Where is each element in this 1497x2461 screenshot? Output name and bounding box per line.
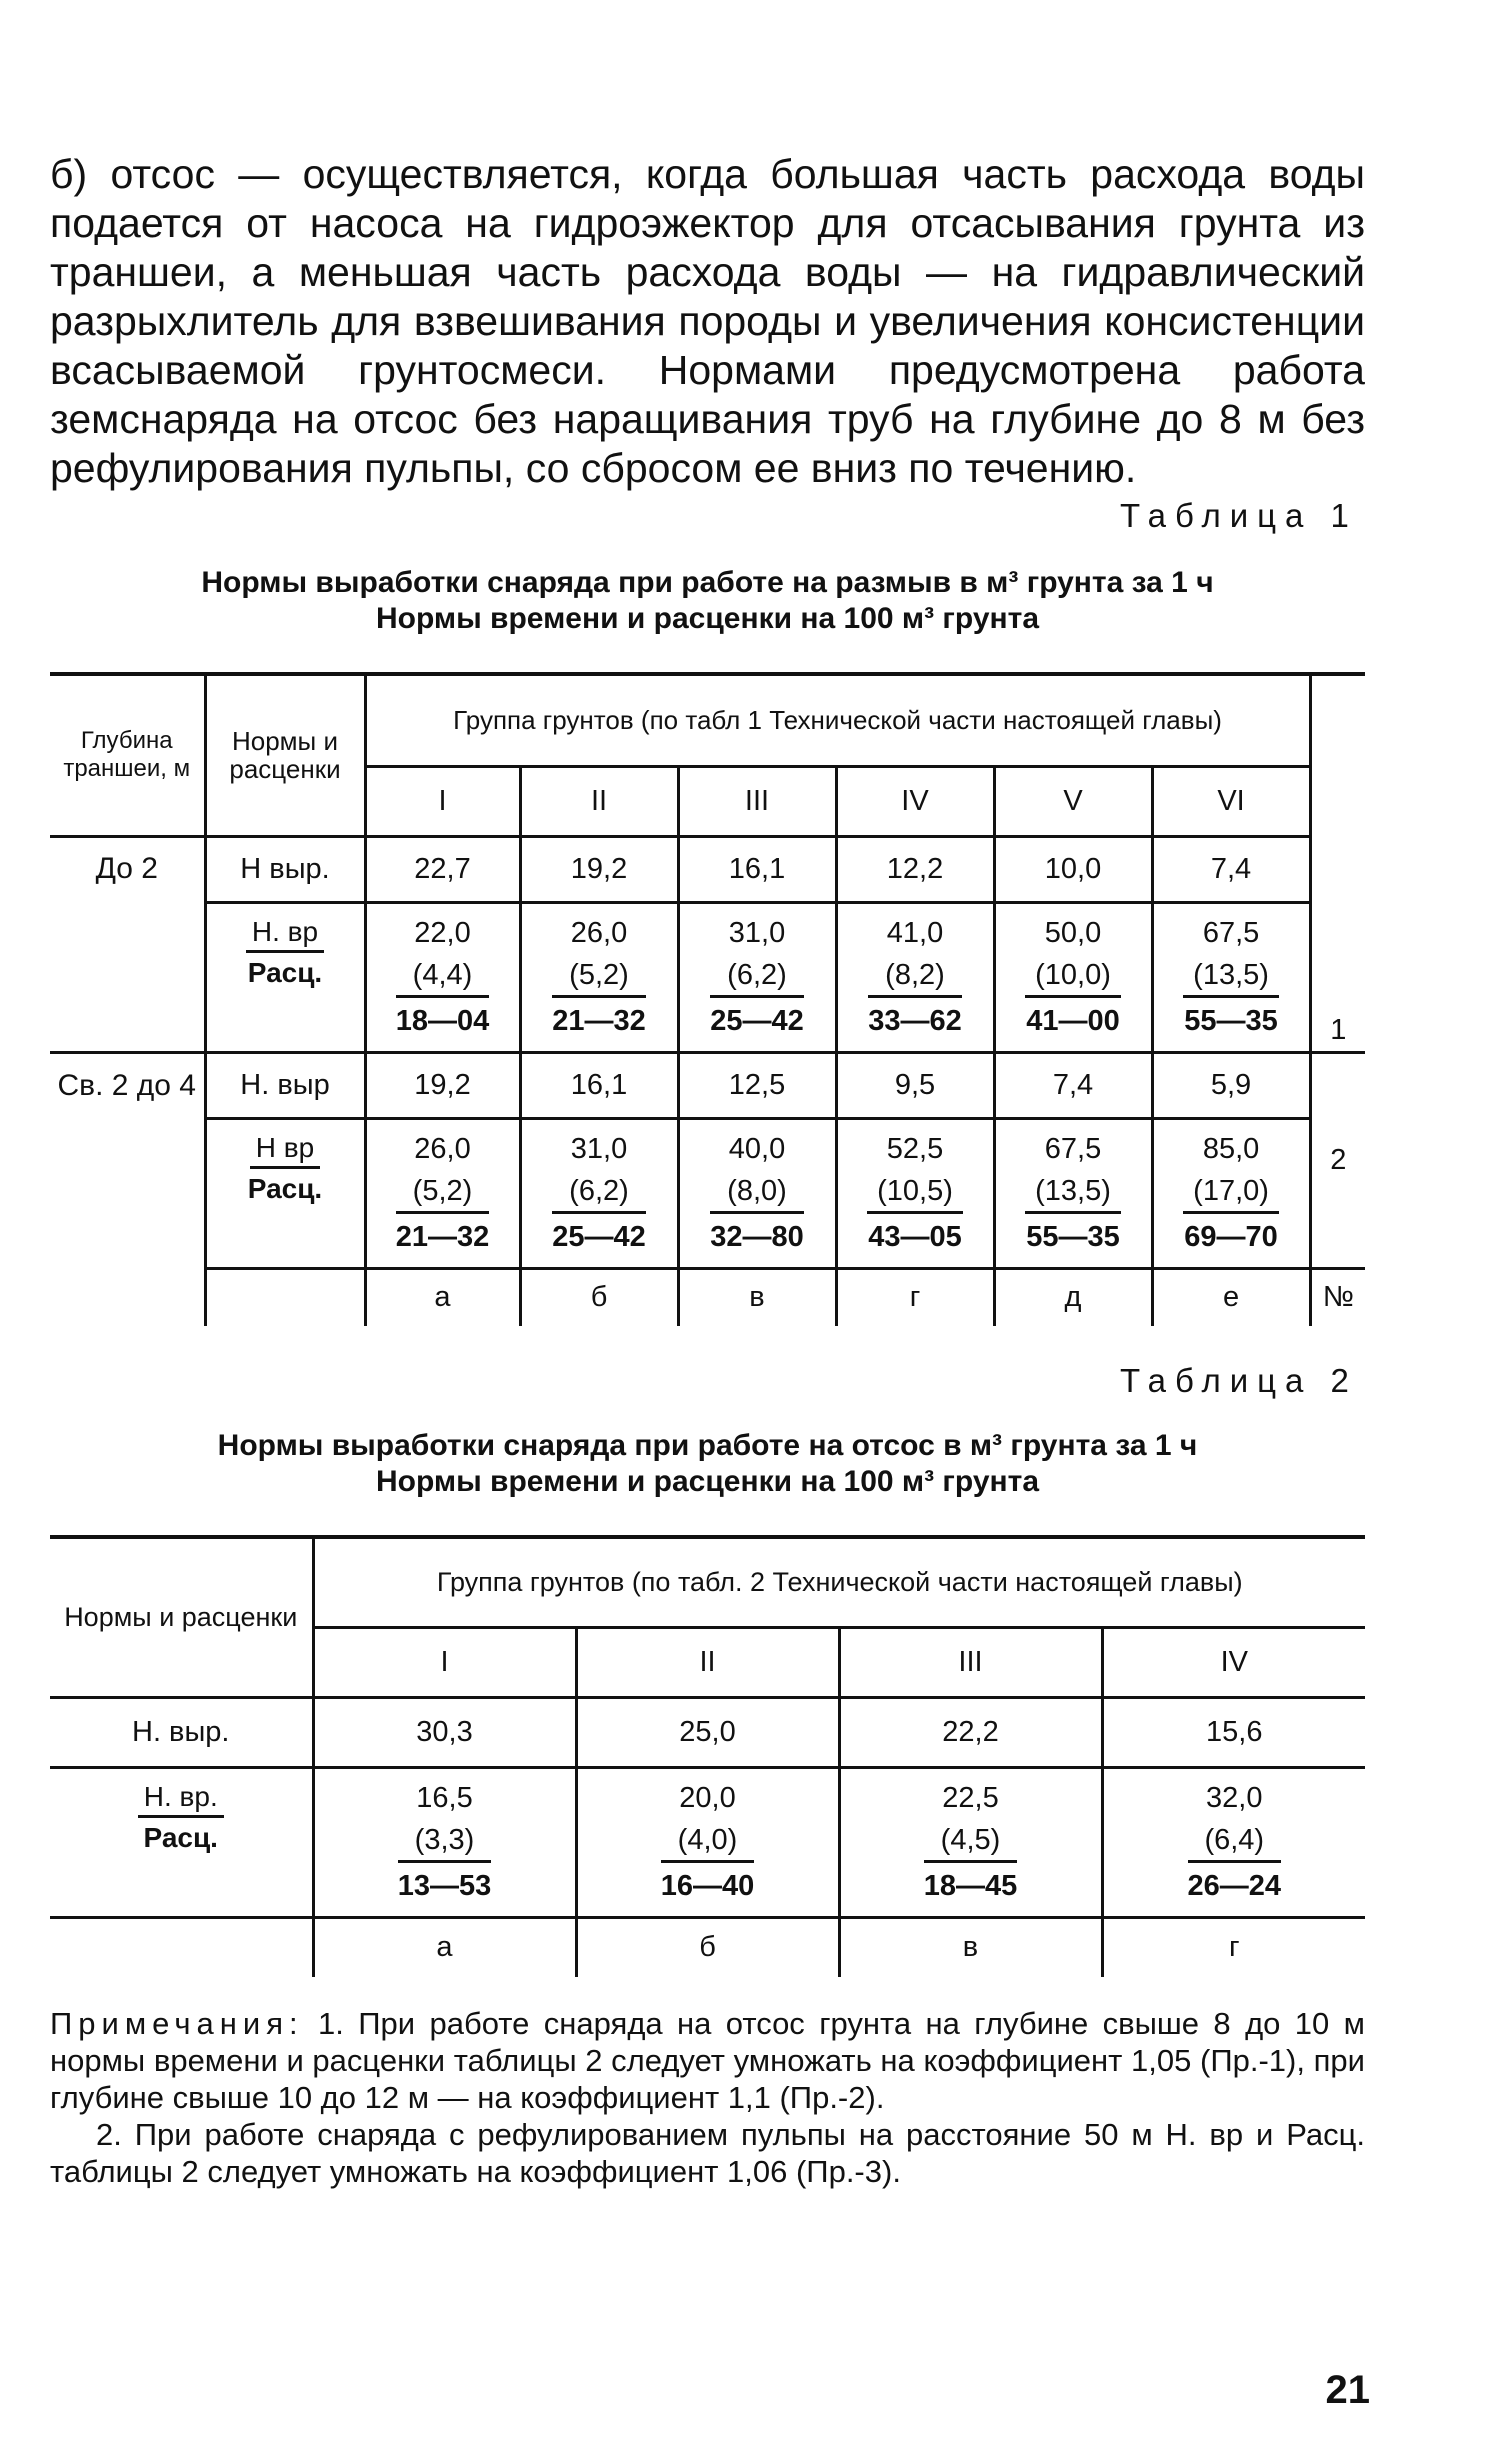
value: 22,5	[942, 1781, 999, 1814]
rate: 18—04	[395, 1004, 490, 1037]
t1-letter-5: д	[994, 1268, 1152, 1326]
t2-header-group: Группа грунтов (по табл. 2 Технической части настоящей главы)	[313, 1537, 1365, 1627]
table1	[50, 672, 1365, 1326]
t1-row1-vyr-4: 12,2	[836, 836, 994, 902]
t1-row2-vr-6	[1152, 1118, 1310, 1268]
value-paren: (10,5)	[867, 1171, 963, 1214]
rate: 18—45	[923, 1869, 1018, 1902]
t1-row1-depth: До 2	[50, 836, 205, 1052]
t1-row1-vr-1	[365, 902, 520, 1052]
value-paren: (4,5)	[924, 1820, 1018, 1863]
t2-vr-4	[1102, 1767, 1365, 1917]
rate: 55—35	[1184, 1004, 1278, 1037]
value: 85,0	[1202, 1132, 1260, 1165]
t1-row1-vyr-2: 19,2	[520, 836, 678, 902]
rate: 41—00	[1026, 1004, 1120, 1037]
value: 41,0	[886, 916, 944, 949]
value: 67,5	[1044, 1132, 1102, 1165]
rate: 25—42	[552, 1220, 646, 1253]
value-paren: (6,4)	[1188, 1820, 1282, 1863]
value: 40,0	[728, 1132, 786, 1165]
t2-footer-blank	[50, 1917, 313, 1977]
t1-row2-vr-label: Н вр	[250, 1130, 320, 1169]
table1-title-line1: Нормы выработки снаряда при работе на размыв в м³ грунта за 1 ч	[201, 566, 1214, 599]
rate: 21—32	[395, 1220, 490, 1253]
t1-row2-vr-5	[994, 1118, 1152, 1268]
table2	[50, 1535, 1365, 1977]
t2-header-norms: Нормы и расценки	[50, 1537, 313, 1697]
note-1-text: 1. При работе снаряда на отсос грунта на глубине свыше 8 до 10 м нормы времени и расценки таблицы 2 следует умножать на коэффициент 1,05 (Пр.-1), при глубине свыше 10 до 12 м — на коэффициент 1,1 (Пр.-2).	[50, 2006, 1365, 2115]
value: 52,5	[886, 1132, 944, 1165]
t1-letter-3: в	[678, 1268, 836, 1326]
t1-letter-2: б	[520, 1268, 678, 1326]
value-paren: (17,0)	[1183, 1171, 1279, 1214]
t1-header-group: Группа грунтов (по табл 1 Технической части настоящей главы)	[365, 674, 1310, 766]
t2-vr-1	[313, 1767, 576, 1917]
t1-footer-blank	[205, 1268, 365, 1326]
value-paren: (6,2)	[710, 955, 804, 998]
rate: 55—35	[1026, 1220, 1120, 1253]
value: 31,0	[728, 916, 786, 949]
rate: 25—42	[710, 1004, 804, 1037]
t2-ras-label: Расц.	[143, 1821, 218, 1853]
t2-letter-4: г	[1102, 1917, 1365, 1977]
t1-col-2: II	[520, 766, 678, 836]
notes	[50, 2005, 1365, 2190]
t1-row1-vr-5	[994, 902, 1152, 1052]
t1-row1-ras-label: Расц.	[247, 956, 323, 988]
t2-letter-1: а	[313, 1917, 576, 1977]
t1-row2-num: 2	[1310, 1052, 1365, 1268]
value-paren: (10,0)	[1025, 955, 1121, 998]
t1-row2-vr-2	[520, 1118, 678, 1268]
rate: 32—80	[710, 1220, 804, 1253]
t2-vyr-1: 30,3	[313, 1697, 576, 1767]
value-paren: (13,5)	[1183, 955, 1279, 998]
t1-row2-ras-label: Расц.	[247, 1172, 323, 1204]
rate: 43—05	[868, 1220, 962, 1253]
t2-col-1: I	[313, 1627, 576, 1697]
table1-title-line2: Нормы времени и расценки на 100 м³ грунта	[375, 602, 1040, 635]
value-paren: (4,0)	[661, 1820, 755, 1863]
table2-title-line2: Нормы времени и расценки на 100 м³ грунта	[375, 1465, 1040, 1498]
value-paren: (8,2)	[868, 955, 962, 998]
t2-vyr-2: 25,0	[576, 1697, 839, 1767]
t1-footer-num: №	[1310, 1268, 1365, 1326]
t1-col-6: VI	[1152, 766, 1310, 836]
t1-row1-vyr-3: 16,1	[678, 836, 836, 902]
t1-header-blank	[1310, 674, 1365, 836]
rate: 16—40	[660, 1869, 755, 1902]
t2-col-3: III	[839, 1627, 1102, 1697]
value-paren: (6,2)	[552, 1171, 646, 1214]
t2-vr-3	[839, 1767, 1102, 1917]
value: 16,5	[416, 1781, 473, 1814]
t1-letter-4: г	[836, 1268, 994, 1326]
value-paren: (13,5)	[1025, 1171, 1121, 1214]
t1-row1-vyr-5: 10,0	[994, 836, 1152, 902]
t1-row1-vr-label: Н. вр	[246, 914, 324, 953]
rate: 69—70	[1184, 1220, 1278, 1253]
value: 31,0	[570, 1132, 628, 1165]
t1-row2-vr-cell	[205, 1118, 365, 1268]
value-paren: (5,2)	[396, 1171, 490, 1214]
t1-col-1: I	[365, 766, 520, 836]
t1-row1-vr-3	[678, 902, 836, 1052]
value: 50,0	[1044, 916, 1102, 949]
t1-row2-vyr-4: 9,5	[836, 1052, 994, 1118]
t2-vr-cell	[50, 1767, 313, 1917]
t2-vyr-4: 15,6	[1102, 1697, 1365, 1767]
page-number: 21	[1325, 2368, 1370, 2412]
t1-col-3: III	[678, 766, 836, 836]
value-paren: (4,4)	[396, 955, 490, 998]
value: 32,0	[1206, 1781, 1263, 1814]
t1-row2-vyr-label: Н. выр	[205, 1052, 365, 1118]
table2-title	[50, 1428, 1365, 1500]
table2-title-line1: Нормы выработки снаряда при работе на отсос в м³ грунта за 1 ч	[217, 1429, 1198, 1462]
table1-title	[50, 565, 1365, 637]
value: 67,5	[1202, 916, 1260, 949]
t1-header-depth: Глубина траншеи, м	[50, 674, 205, 836]
t1-row1-vr-6	[1152, 902, 1310, 1052]
rate: 21—32	[552, 1004, 646, 1037]
value: 22,0	[414, 916, 471, 949]
t2-col-4: IV	[1102, 1627, 1365, 1697]
t1-row1-vr-cell	[205, 902, 365, 1052]
t1-col-4: IV	[836, 766, 994, 836]
t1-col-5: V	[994, 766, 1152, 836]
t1-letter-6: е	[1152, 1268, 1310, 1326]
note-1	[50, 2005, 1365, 2116]
t1-row2-vyr-2: 16,1	[520, 1052, 678, 1118]
t1-row2-vyr-1: 19,2	[365, 1052, 520, 1118]
t1-header-norms: Нормы и расценки	[205, 674, 365, 836]
value-paren: (5,2)	[552, 955, 646, 998]
t2-vyr-label: Н. выр.	[50, 1697, 313, 1767]
t2-letter-3: в	[839, 1917, 1102, 1977]
value: 26,0	[414, 1132, 471, 1165]
t1-row2-vr-3	[678, 1118, 836, 1268]
t1-row1-vr-4	[836, 902, 994, 1052]
value-paren: (3,3)	[398, 1820, 492, 1863]
rate: 26—24	[1187, 1869, 1282, 1902]
note-2: 2. При работе снаряда с рефулированием пульпы на расстояние 50 м Н. вр и Расц. таблицы 2 следует умножать на коэффициент 1,06 (Пр.-3).	[50, 2117, 1365, 2189]
t1-row1-vr-2	[520, 902, 678, 1052]
value: 26,0	[570, 916, 628, 949]
t2-vr-label: Н. вр.	[138, 1779, 224, 1818]
value: 20,0	[679, 1781, 736, 1814]
t1-row1-vyr-1: 22,7	[365, 836, 520, 902]
t2-col-2: II	[576, 1627, 839, 1697]
t1-letter-1: а	[365, 1268, 520, 1326]
t1-row2-vr-4	[836, 1118, 994, 1268]
notes-prefix: Примечания:	[50, 2006, 304, 2041]
t2-vyr-3: 22,2	[839, 1697, 1102, 1767]
intro-paragraph: б) отсос — осуществляется, когда большая часть расхода воды подается от насоса на гидроэжектор для отсасывания грунта из траншеи, а меньшая часть расхода воды — на гидравлический разрыхлитель для взвешивания породы и увеличения консистенции всасываемой грунтосмеси. Нормами предусмотрена работа земснаряда на отсос без наращивания труб на глубине до 8 м без рефулирования пульпы, со сбросом ее вниз по течению.	[50, 151, 1365, 491]
t1-row1-num: 1	[1310, 836, 1365, 1052]
t1-row1-vyr-label: Н выр.	[205, 836, 365, 902]
t1-row2-vyr-3: 12,5	[678, 1052, 836, 1118]
t2-letter-2: б	[576, 1917, 839, 1977]
t1-row2-vr-1	[365, 1118, 520, 1268]
value-paren: (8,0)	[710, 1171, 804, 1214]
rate: 33—62	[868, 1004, 962, 1037]
t1-row1-vyr-6: 7,4	[1152, 836, 1310, 902]
t1-row2-vyr-5: 7,4	[994, 1052, 1152, 1118]
rate: 13—53	[397, 1869, 492, 1902]
t2-vr-2	[576, 1767, 839, 1917]
table2-label: Таблица 2	[1120, 1362, 1358, 1399]
table1-label: Таблица 1	[1120, 497, 1358, 534]
t1-row2-depth: Св. 2 до 4	[57, 1068, 196, 1102]
t1-row2-vyr-6: 5,9	[1152, 1052, 1310, 1118]
